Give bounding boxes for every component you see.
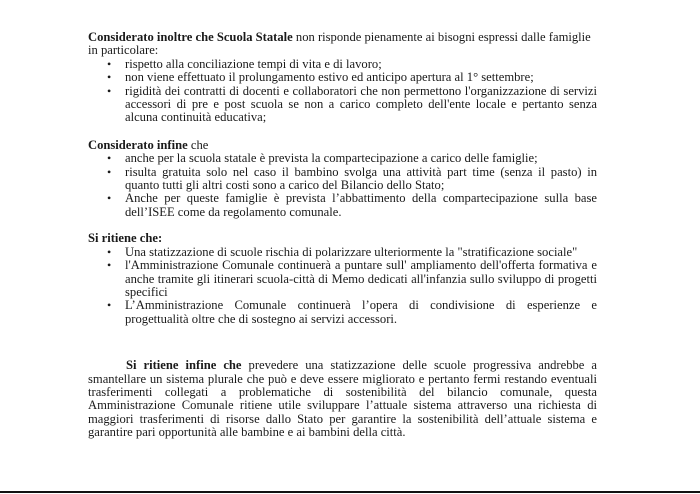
- list-item: • anche per la scuola statale è prevista la compartecipazione a carico delle famiglie;: [88, 152, 597, 165]
- bottom-border-line: [0, 491, 700, 493]
- list-item: • rispetto alla conciliazione tempi di vita e di lavoro;: [88, 58, 597, 71]
- bullet-list: [88, 58, 597, 125]
- section-si-ritiene-infine: [88, 359, 597, 439]
- list-item: • risulta gratuita solo nel caso il bambino svolga una attività part time (senza il pasto) in quanto tutti gli altri costi sono a carico del Bilancio dello Stato;: [88, 166, 597, 193]
- list-item: • l'Amministrazione Comunale continuerà a puntare sull' ampliamento dell'offerta formativa e anche tramite gli itinerari scuola-città di Memo dedicati all'infanzia sullo sviluppo di progetti specifici: [88, 259, 597, 299]
- list-item: • Una statizzazione di scuole rischia di polarizzare ulteriormente la "stratificazione sociale": [88, 246, 597, 259]
- bullet-list: [88, 152, 597, 219]
- document-page: [88, 31, 597, 440]
- paragraph-intro: [88, 31, 597, 44]
- section-considerato-inoltre: [88, 31, 597, 125]
- paragraph-body: prevedere una statizzazione delle scuole progressiva andrebbe a smantellare un sistema plurale che può e deve essere migliorato e pertanto fermi restando eventuali trasferimenti collegati a problematiche di sostenibilità del bilancio comunale, questa Amministrazione Comunale ritiene utile sviluppare l’attuale sistema attraverso una richiesta di maggiori trasferimenti di risorse dallo Stato per garantire la sostenibilità dell’attuale sistema e garantire pari opportunità alle bambine e ai bambini della città.: [88, 358, 597, 440]
- heading-rest: che: [187, 137, 209, 152]
- list-item: • L’Amministrazione Comunale continuerà l’opera di condivisione di esperienze e progettualità oltre che di sostegno ai servizi accessori.: [88, 299, 597, 326]
- section-considerato-infine: [88, 139, 597, 219]
- paragraph-intro-line2: in particolare:: [88, 43, 159, 58]
- heading-rest: non risponde pienamente ai bisogni espressi dalle famiglie: [292, 30, 591, 44]
- list-item: • Anche per queste famiglie è prevista l’abbattimento della compartecipazione sulla base dell’ISEE come da regolamento comunale.: [88, 192, 597, 219]
- heading-bold: Considerato infine: [88, 137, 188, 152]
- paragraph-heading: [88, 139, 597, 152]
- bullet-list: [88, 246, 597, 326]
- section-si-ritiene: [88, 232, 597, 326]
- list-item: • non viene effettuato il prolungamento estivo ed anticipo apertura al 1° settembre;: [88, 71, 597, 84]
- heading-bold: Si ritiene infine che: [126, 358, 242, 373]
- heading-bold: Considerato inoltre che Scuola Statale: [88, 30, 293, 44]
- list-item: • rigidità dei contratti di docenti e collaboratori che non permettono l'organizzazione di servizi accessori di pre e post scuola se non a carico completo dell'ente locale e pertanto senza alcuna continuità educativa;: [88, 85, 597, 125]
- paragraph-heading: Si ritiene che:: [88, 231, 163, 246]
